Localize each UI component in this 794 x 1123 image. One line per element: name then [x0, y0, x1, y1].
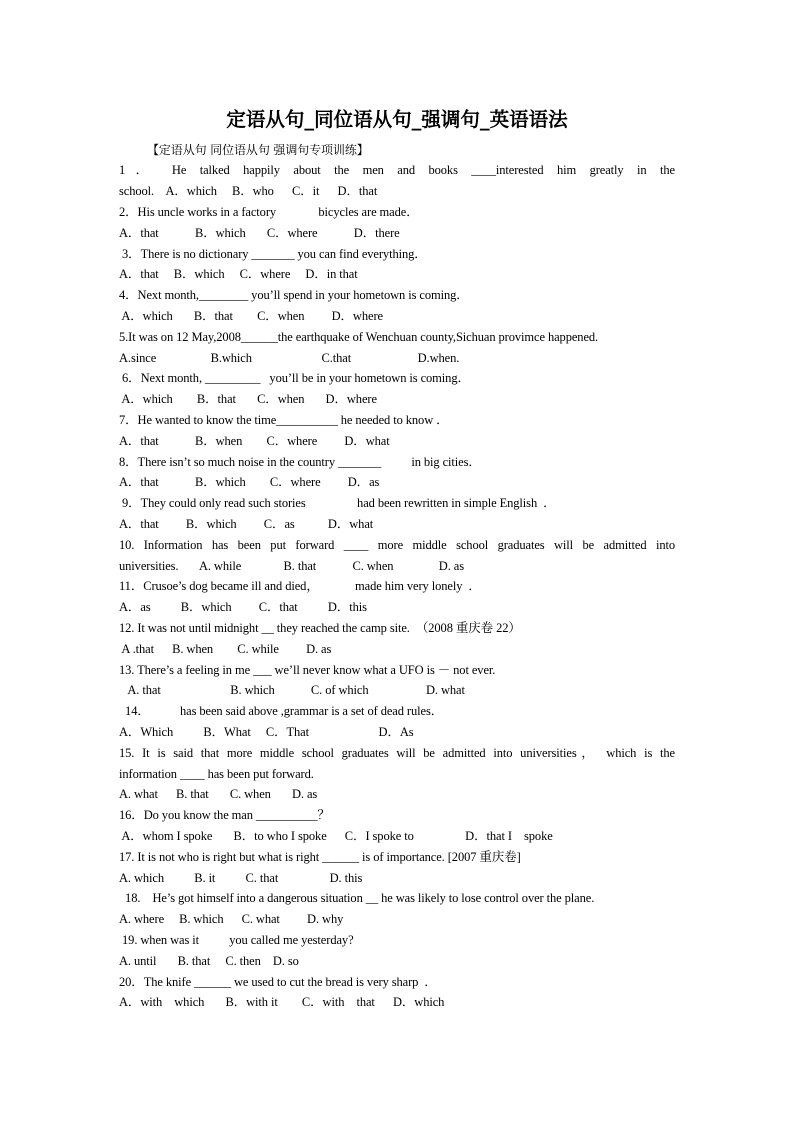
- question-5-options: A.since B.which C.that D.when.: [119, 351, 460, 365]
- question-15-options: A. what B. that C. when D. as: [119, 787, 318, 801]
- question-19-line: 19. when was it you called me yesterday?: [119, 933, 354, 947]
- question-13-line: 13. There’s a feeling in me ___ we’ll never know what a UFO is － not ever.: [119, 663, 496, 677]
- question-16-line: 16．Do you know the man __________？: [119, 808, 330, 822]
- question-11-line: 11．Crusoe’s dog became ill and died， made him very lonely ．: [119, 579, 481, 593]
- question-11-options: A．as B．which C．that D．this: [119, 600, 367, 614]
- question-18-options: A. where B. which C. what D. why: [119, 912, 344, 926]
- question-17-line: 17. It is not who is right but what is right ______ is of importance. [2007 重庆卷]: [119, 850, 521, 864]
- question-16-options: A．whom I spoke B．to who I spoke C．I spoke to D．that I spoke: [119, 829, 553, 843]
- question-13-options: A. that B. which C. of which D. what: [119, 683, 465, 697]
- question-4-line: 4．Next month,________ you’ll spend in your hometown is coming．: [119, 288, 469, 302]
- question-4-options: A．which B．that C．when D．where: [119, 309, 383, 323]
- section-subtitle: 【定语从句 同位语从句 强调句专项训练】: [147, 143, 369, 157]
- question-10-line-1: 10. Information has been put forward ____ more middle school graduates will be admitted into: [119, 538, 675, 552]
- question-12-line: 12. It was not until midnight __ they reached the camp site. （2008 重庆卷 22）: [119, 621, 521, 635]
- question-6-line: 6．Next month, _________ you’ll be in your hometown is coming．: [119, 371, 470, 385]
- question-3-options: A．that B．which C．where D．in that: [119, 267, 358, 281]
- question-1-line-1: 1． He talked happily about the men and books ____interested him greatly in the: [119, 163, 675, 177]
- question-14-options: A．Which B．What C．That D．As: [119, 725, 414, 739]
- question-6-options: A．which B．that C．when D．where: [119, 392, 377, 406]
- question-5-line: 5.It was on 12 May,2008______the earthquake of Wenchuan county,Sichuan provimce happened.: [119, 330, 599, 344]
- question-18-line: 18. He’s got himself into a dangerous situation __ he was likely to lose control over the plane.: [119, 891, 595, 905]
- question-10-options: universities. A. while B. that C. when D. as: [119, 559, 464, 573]
- question-8-line: 8．There isn’t so much noise in the country _______ in big cities．: [119, 455, 481, 469]
- question-17-options: A. which B. it C. that D. this: [119, 871, 363, 885]
- question-7-options: A．that B．when C．where D．what: [119, 434, 390, 448]
- question-15-line-1: 15. It is said that more middle school graduates will be admitted into universities， which is the: [119, 746, 675, 760]
- question-7-line: 7．He wanted to know the time__________ he needed to know ．: [119, 413, 449, 427]
- question-1-options: school. A．which B．who C．it D．that: [119, 184, 378, 198]
- question-3-line: 3．There is no dictionary _______ you can find everything．: [119, 247, 427, 261]
- question-20-options: A．with which B．with it C．with that D．which: [119, 995, 445, 1009]
- question-9-line: 9．They could only read such stories had been rewritten in simple English ．: [119, 496, 556, 510]
- question-2-options: A．that B．which C．where D．there: [119, 226, 400, 240]
- question-20-line: 20．The knife ______ we used to cut the bread is very sharp ．: [119, 975, 437, 989]
- page-title: 定语从句_同位语从句_强调句_英语语法: [226, 108, 568, 131]
- question-12-options: A .that B. when C. while D. as: [119, 642, 332, 656]
- question-9-options: A．that B．which C．as D．what: [119, 517, 374, 531]
- question-8-options: A．that B．which C．where D．as: [119, 475, 380, 489]
- question-15-line-2: information ____ has been put forward.: [119, 767, 314, 781]
- question-2-line: 2．His uncle works in a factory bicycles are made．: [119, 205, 419, 219]
- question-19-options: A. until B. that C. then D. so: [119, 954, 299, 968]
- question-14-line: 14． has been said above ,grammar is a set of dead rules．: [119, 704, 444, 718]
